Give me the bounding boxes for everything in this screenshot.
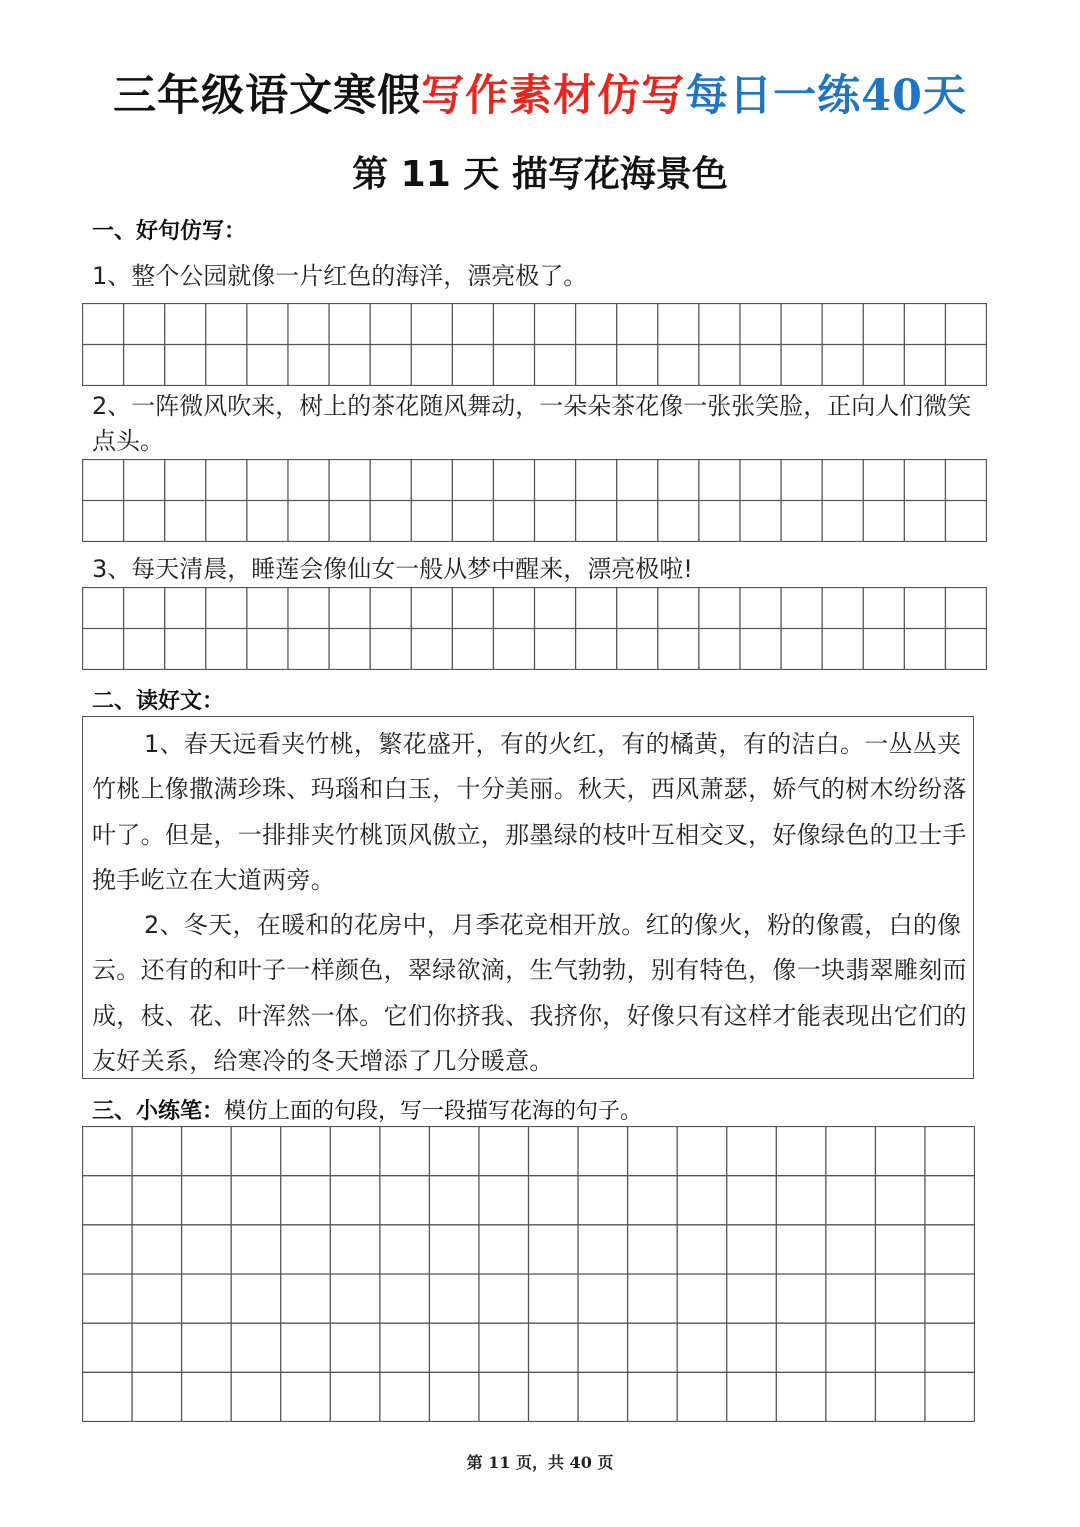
grid-lines (82, 459, 987, 542)
grid-lines (82, 1126, 975, 1422)
sentence-3: 3、每天清晨，睡莲会像仙女一般从梦中醒来，漂亮极啦! (92, 555, 693, 583)
writing-grid-1[interactable] (82, 303, 987, 386)
title-part-blue: 每日一练40天 (685, 71, 967, 121)
sentence-2: 2、一阵微风吹来，树上的茶花随风舞动，一朵朵茶花像一张张笑脸，正向人们微笑点头。 (92, 392, 972, 455)
section2-heading: 二、读好文： (92, 689, 225, 714)
day-subtitle: 第 11 天 描写花海景色 (352, 154, 728, 195)
section3-instruction: 模仿上面的句段，写一段描写花海的句子。 (224, 1099, 643, 1124)
page-title (0, 62, 1080, 123)
title-part-red: 写作素材仿写 (421, 71, 686, 121)
section3-heading (92, 1094, 642, 1125)
reading-passage-box (82, 716, 974, 1079)
section1-heading: 一、好句仿写： (92, 219, 247, 244)
title-part-black: 三年级语文寒假 (113, 71, 422, 121)
sentence-1: 1、整个公园就像一片红色的海洋，漂亮极了。 (92, 262, 588, 290)
practice-writing-grid[interactable] (82, 1126, 975, 1422)
grid-lines (82, 587, 987, 670)
section3-label: 三、小练笔： (92, 1099, 225, 1124)
writing-grid-3[interactable] (82, 587, 987, 670)
passage-paragraph-1: 1、春天远看夹竹桃，繁花盛开，有的火红，有的橘黄，有的洁白。一丛丛夹竹桃上像撒满珍珠、玛瑙和白玉，十分美丽。秋天，西风萧瑟，娇气的树木纷纷落叶了。但是，一排排夹竹桃顶风傲立，那墨绿的枝叶互相交叉，好像绿色的卫士手挽手屹立在大道两旁。 (92, 730, 967, 894)
writing-grid-2[interactable] (82, 459, 987, 542)
page-number: 第 11 页，共 40 页 (466, 1453, 614, 1472)
grid-lines (82, 303, 987, 386)
passage-paragraph-2: 2、冬天，在暖和的花房中，月季花竞相开放。红的像火，粉的像霞，白的像云。还有的和叶子一样颜色，翠绿欲滴，生气勃勃，别有特色，像一块翡翠雕刻而成，枝、花、叶浑然一体。它们你挤我、我挤你，好像只有这样才能表现出它们的友好关系，给寒冷的冬天增添了几分暖意。 (92, 911, 967, 1075)
